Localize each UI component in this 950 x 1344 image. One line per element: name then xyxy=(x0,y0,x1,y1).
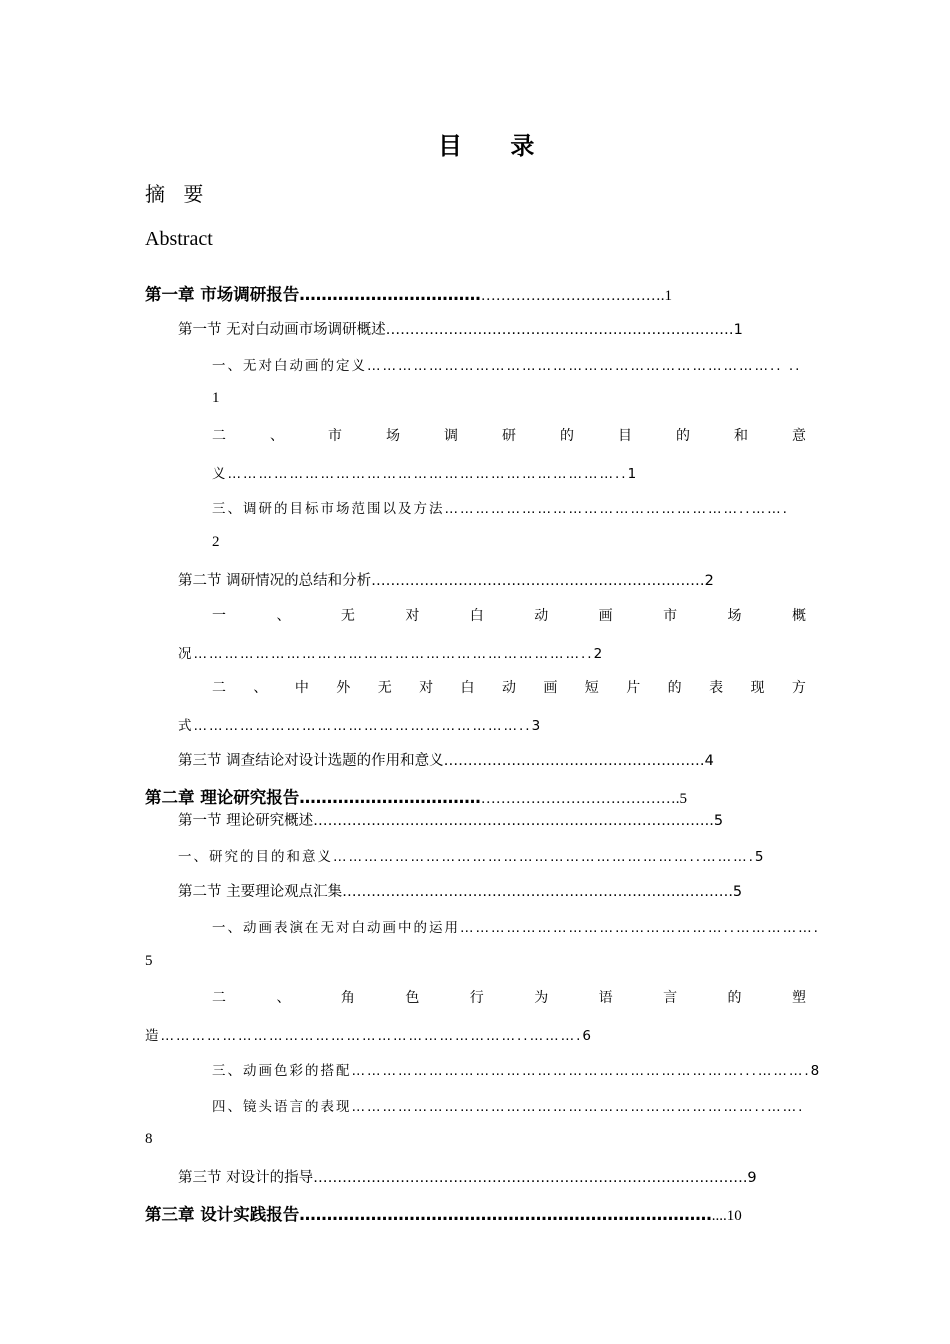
spread-char: 市 xyxy=(328,428,342,444)
leader-dots: …………………………… xyxy=(299,285,481,304)
spread-char: 和 xyxy=(734,428,748,444)
spread-char: 方 xyxy=(791,680,806,696)
spread-char: 对 xyxy=(419,680,434,696)
toc-item-2-2-1[interactable]: 一、动画表演在无对白动画中的运用……………………………………………..……………. xyxy=(212,920,820,936)
spread-char: 调 xyxy=(444,428,458,444)
chapter-label: 第二章 理论研究报告 xyxy=(145,788,300,807)
spread-char: 、 xyxy=(253,680,268,696)
toc-item-1-2-1[interactable] xyxy=(212,605,806,625)
spread-char: 意 xyxy=(792,428,806,444)
toc-section-2-3[interactable]: 第三节 对设计的指导…………………………………………………………………..………….9 xyxy=(178,1170,757,1186)
toc-section-2-1[interactable]: 第一节 理论研究概述………………………………………………………………………..5 xyxy=(178,813,724,829)
toc-chapter-2[interactable] xyxy=(145,784,687,808)
leader-dots: …………………………… xyxy=(299,788,481,807)
spread-char: 无 xyxy=(340,608,355,624)
spread-char: 的 xyxy=(727,990,742,1006)
spread-char: 语 xyxy=(598,990,613,1006)
spread-char: 概 xyxy=(791,608,806,624)
spread-char: 、 xyxy=(276,990,291,1006)
toc-item-1-1-2-continued[interactable]: 义…………………………………………………………………..1 xyxy=(212,466,639,482)
spread-char: 白 xyxy=(460,680,475,696)
spread-char: 二 xyxy=(212,680,226,696)
toc-item-2-2-2[interactable] xyxy=(212,987,806,1007)
spread-char: 对 xyxy=(405,608,420,624)
toc-item-1-2-2-continued[interactable]: 式………………………………………………………..3 xyxy=(178,718,543,734)
spread-char: 、 xyxy=(276,608,291,624)
spread-char: 表 xyxy=(709,680,724,696)
spread-char: 动 xyxy=(534,608,549,624)
leader-page-number: ....10 xyxy=(711,1208,742,1224)
leader-dots: ………………………………………………………………… xyxy=(299,1205,712,1224)
toc-item-2-2-4-page: 8 xyxy=(145,1131,153,1147)
toc-item-1-2-2[interactable] xyxy=(212,677,806,697)
spread-char: 色 xyxy=(405,990,420,1006)
spread-char: 短 xyxy=(584,680,599,696)
spread-char: 二 xyxy=(212,990,226,1006)
spread-char: 外 xyxy=(336,680,351,696)
toc-item-1-1-3-page: 2 xyxy=(212,534,220,550)
abstract-en-heading[interactable]: Abstract xyxy=(145,228,213,250)
spread-char: 角 xyxy=(340,990,355,1006)
toc-item-2-1-1[interactable]: 一、研究的目的和意义……………………………………………………………..……….5 xyxy=(178,849,766,865)
spread-char: 二 xyxy=(212,428,226,444)
spread-char: 塑 xyxy=(791,990,806,1006)
toc-section-2-2[interactable]: 第二节 主要理论观点汇集……………………………………………………………..……….5 xyxy=(178,884,743,900)
spread-char: 片 xyxy=(626,680,641,696)
spread-char: 为 xyxy=(534,990,549,1006)
spread-char: 场 xyxy=(386,428,400,444)
spread-char: 行 xyxy=(469,990,484,1006)
spread-char: 动 xyxy=(501,680,516,696)
toc-chapter-3[interactable] xyxy=(145,1201,742,1225)
abstract-zh-heading[interactable]: 摘 要 xyxy=(145,182,210,206)
spread-char: 画 xyxy=(543,680,558,696)
toc-item-2-2-4[interactable]: 四、镜头语言的表现……………………………………………………………………..……. xyxy=(212,1099,805,1115)
toc-item-1-1-1-page: 1 xyxy=(212,390,220,406)
toc-item-2-2-1-page: 5 xyxy=(145,953,153,969)
spread-char: 的 xyxy=(667,680,682,696)
toc-item-2-2-3[interactable]: 三、动画色彩的搭配…………………………………………………………………...……….8 xyxy=(212,1063,822,1079)
toc-item-1-1-1[interactable]: 一、无对白动画的定义…………………………………………………………………….. .. xyxy=(212,358,802,374)
spread-char: 的 xyxy=(676,428,690,444)
leader-page-number: ………………………………….5 xyxy=(480,791,687,807)
spread-char: 言 xyxy=(663,990,678,1006)
spread-char: 、 xyxy=(270,428,284,444)
spread-char: 市 xyxy=(663,608,678,624)
toc-section-1-1[interactable]: 第一节 无对白动画市场调研概述………………………………………………………………1 xyxy=(178,322,743,338)
spread-char: 无 xyxy=(377,680,392,696)
chapter-label: 第一章 市场调研报告 xyxy=(145,285,300,304)
toc-item-1-2-1-continued[interactable]: 况…………………………………………………………………..2 xyxy=(178,646,605,662)
spread-char: 研 xyxy=(502,428,516,444)
toc-section-1-2[interactable]: 第二节 调研情况的总结和分析……………………………………………………………2 xyxy=(178,573,714,589)
spread-char: 场 xyxy=(727,608,742,624)
chapter-label: 第三章 设计实践报告 xyxy=(145,1205,300,1224)
leader-page-number: ……………………………….1 xyxy=(480,288,672,304)
toc-item-2-2-2-continued[interactable]: 造……………………………………………………………..……….6 xyxy=(145,1028,593,1044)
spread-char: 中 xyxy=(294,680,309,696)
spread-char: 一 xyxy=(212,608,226,624)
toc-section-1-3[interactable]: 第三节 调查结论对设计选题的作用和意义………………………………………………4 xyxy=(178,753,714,769)
spread-char: 目 xyxy=(618,428,632,444)
spread-char: 现 xyxy=(750,680,765,696)
spread-char: 白 xyxy=(469,608,484,624)
toc-item-1-1-2[interactable] xyxy=(212,425,806,445)
spread-char: 的 xyxy=(560,428,574,444)
toc-item-1-1-3[interactable]: 三、调研的目标市场范围以及方法…………………………………………………..……. xyxy=(212,501,789,517)
spread-char: 画 xyxy=(598,608,613,624)
page-title: 目 录 xyxy=(438,132,555,160)
toc-chapter-1[interactable] xyxy=(145,281,672,305)
